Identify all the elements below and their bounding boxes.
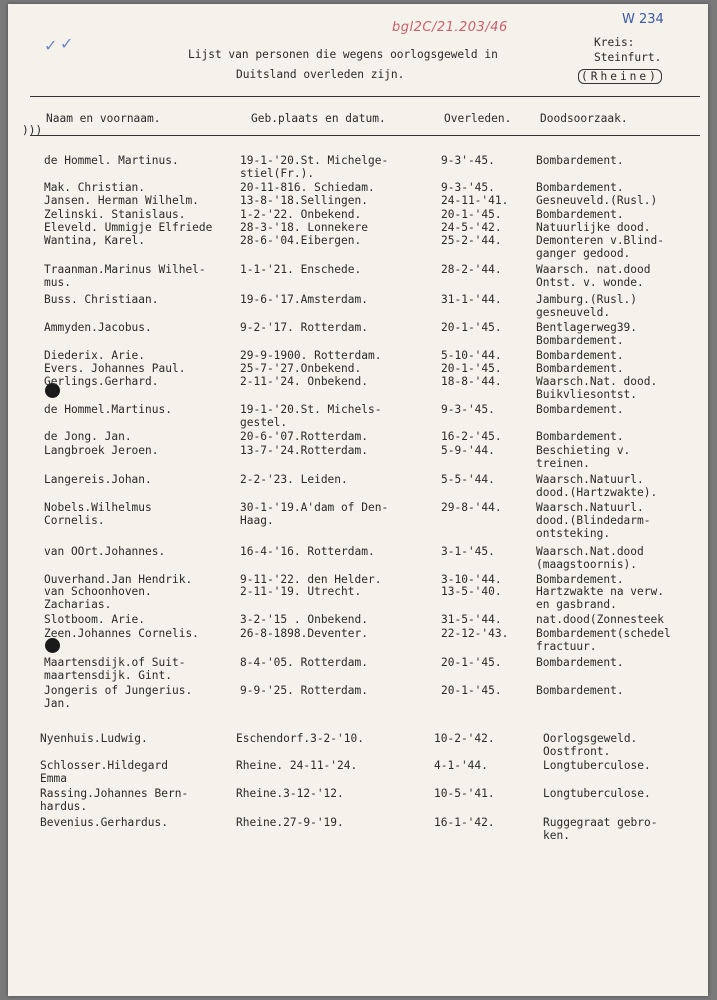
header-rule-bottom xyxy=(30,135,700,136)
cell-birth: 30-1-'19.A'dam of Den- Haag. xyxy=(240,501,389,527)
cell-name: Maartensdijk.of Suit- maartensdijk. Gint. xyxy=(44,656,186,682)
cell-birth: Eschendorf.3-2-'10. xyxy=(236,732,364,745)
cell-birth: 2-11-'19. Utrecht. xyxy=(240,585,362,598)
kreis-value: Steinfurt. xyxy=(594,51,662,64)
cell-birth: 20-6-'07.Rotterdam. xyxy=(240,430,368,443)
cell-died: 31-5-'44. xyxy=(441,613,502,626)
cell-birth: 26-8-1898.Deventer. xyxy=(240,627,368,640)
cell-died: 24-5-'42. xyxy=(441,221,502,234)
cell-died: 4-1-'44. xyxy=(434,759,488,772)
cell-died: 5-9-'44. xyxy=(441,444,495,457)
cell-died: 25-2-'44. xyxy=(441,234,502,247)
cell-cause: Bombardement. xyxy=(536,684,624,697)
cell-name: Mak. Christian. xyxy=(44,181,146,194)
check-mark-icon: ✓ xyxy=(60,34,74,53)
cell-name: Buss. Christiaan. xyxy=(44,293,159,306)
cell-birth: Rheine.3-12-'12. xyxy=(236,787,344,800)
cell-name: Rassing.Johannes Bern- hardus. xyxy=(40,787,189,813)
cell-birth: 1-2-'22. Onbekend. xyxy=(240,208,362,221)
cell-birth: 16-4-'16. Rotterdam. xyxy=(240,545,375,558)
col-birth-header: Geb.plaats en datum. xyxy=(251,112,386,125)
cell-died: 24-11-'41. xyxy=(441,194,509,207)
cell-cause: Longtuberculose. xyxy=(543,759,651,772)
cell-name: Evers. Johannes Paul. xyxy=(44,362,186,375)
col-died-header: Overleden. xyxy=(444,112,512,125)
cell-cause: Beschieting v. treinen. xyxy=(536,444,631,470)
cell-name: Slotboom. Arie. xyxy=(44,613,146,626)
cell-cause: Bombardement. xyxy=(536,154,624,167)
cell-died: 28-2-'44. xyxy=(441,263,502,276)
cell-cause: Bombardement. xyxy=(536,573,624,586)
cell-cause: Bentlagerweg39. Bombardement. xyxy=(536,321,638,347)
cell-died: 13-5-'40. xyxy=(441,585,502,598)
cell-birth: 8-4-'05. Rotterdam. xyxy=(240,656,368,669)
cell-name: Bevenius.Gerhardus. xyxy=(40,816,168,829)
cell-cause: Longtuberculose. xyxy=(543,787,651,800)
cell-birth: 28-6-'04.Eibergen. xyxy=(240,234,362,247)
cell-birth: 1-1-'21. Enschede. xyxy=(240,263,362,276)
cell-cause: Oorlogsgeweld. Oostfront. xyxy=(543,732,638,758)
cell-name: van OOrt.Johannes. xyxy=(44,545,166,558)
cell-name: Traanman.Marinus Wilhel- mus. xyxy=(44,263,206,289)
margin-mark: ))) xyxy=(22,124,43,137)
cell-name: Gerlings.Gerhard. xyxy=(44,375,159,388)
cell-name: Langbroek Jeroen. xyxy=(44,444,159,457)
cell-birth: 29-9-1900. Rotterdam. xyxy=(240,349,382,362)
title-line-1: Lijst van personen die wegens oorlogsgeweld in xyxy=(188,48,498,61)
cell-birth: 9-11-'22. den Helder. xyxy=(240,573,382,586)
cell-cause: Bombardement. xyxy=(536,349,624,362)
cell-name: Nyenhuis.Ludwig. xyxy=(40,732,148,745)
cell-name: Eleveld. Ummigje Elfriede xyxy=(44,221,213,234)
cell-died: 9-3-'45. xyxy=(441,403,495,416)
cell-died: 16-2-'45. xyxy=(441,430,502,443)
cell-name: Diederix. Arie. xyxy=(44,349,146,362)
cell-cause: Demonteren v.Blind- ganger gedood. xyxy=(536,234,664,260)
cell-cause: Bombardement. xyxy=(536,656,624,669)
cell-name: Schlosser.Hildegard Emma xyxy=(40,759,168,785)
cell-cause: Waarsch.Nat. dood. Buikvliesontst. xyxy=(536,375,658,401)
cell-name: van Schoonhoven. Zacharias. xyxy=(44,585,152,611)
cell-name: Jansen. Herman Wilhelm. xyxy=(44,194,199,207)
cell-cause: Gesneuveld.(Rusl.) xyxy=(536,194,658,207)
cell-name: Ammyden.Jacobus. xyxy=(44,321,152,334)
check-mark-icon: ✓ xyxy=(44,36,58,55)
cell-birth: 9-2-'17. Rotterdam. xyxy=(240,321,368,334)
col-cause-header: Doodsoorzaak. xyxy=(540,112,628,125)
cell-name: de Jong. Jan. xyxy=(44,430,132,443)
cell-died: 31-1-'44. xyxy=(441,293,502,306)
cell-birth: 13-8-'18.Sellingen. xyxy=(240,194,368,207)
cell-cause: nat.dood(Zonnesteek xyxy=(536,613,664,626)
cell-name: Zelinski. Stanislaus. xyxy=(44,208,186,221)
cell-name: Ouverhand.Jan Hendrik. xyxy=(44,573,193,586)
rheine-label: (Rheine) xyxy=(578,69,662,84)
cell-died: 10-5-'41. xyxy=(434,787,495,800)
cell-birth: 19-6-'17.Amsterdam. xyxy=(240,293,368,306)
handwritten-reference: bgl2C/21.203/46 xyxy=(392,20,508,35)
cell-cause: Bombardement. xyxy=(536,362,624,375)
cell-died: 9-3-'45. xyxy=(441,181,495,194)
cell-name: Wantina, Karel. xyxy=(44,234,146,247)
cell-cause: Bombardement. xyxy=(536,208,624,221)
cell-name: Langereis.Johan. xyxy=(44,473,152,486)
cell-birth: Rheine.27-9-'19. xyxy=(236,816,344,829)
cell-birth: 2-11-'24. Onbekend. xyxy=(240,375,368,388)
cell-cause: Ruggegraat gebro- ken. xyxy=(543,816,658,842)
cell-birth: 25-7-'27.Onbekend. xyxy=(240,362,362,375)
cell-cause: Waarsch.Natuurl. dood.(Hartzwakte). xyxy=(536,473,658,499)
corner-reference: W 234 xyxy=(622,12,664,27)
cell-cause: Waarsch.Nat.dood (maagstoornis). xyxy=(536,545,644,571)
cell-died: 22-12-'43. xyxy=(441,627,509,640)
cell-died: 3-1-'45. xyxy=(441,545,495,558)
cell-died: 3-10-'44. xyxy=(441,573,502,586)
cell-died: 10-2-'42. xyxy=(434,732,495,745)
cell-died: 29-8-'44. xyxy=(441,501,502,514)
cell-birth: 13-7-'24.Rotterdam. xyxy=(240,444,368,457)
cell-name: Jongeris of Jungerius. Jan. xyxy=(44,684,193,710)
cell-died: 20-1-'45. xyxy=(441,208,502,221)
cell-birth: Rheine. 24-11-'24. xyxy=(236,759,358,772)
cell-birth: 19-1-'20.St. Michelge- stiel(Fr.). xyxy=(240,154,389,180)
cell-died: 20-1-'45. xyxy=(441,656,502,669)
kreis-label: Kreis: xyxy=(594,36,635,49)
cell-died: 20-1-'45. xyxy=(441,321,502,334)
cell-cause: Hartzwakte na verw. en gasbrand. xyxy=(536,585,664,611)
cell-died: 9-3'-45. xyxy=(441,154,495,167)
cell-died: 20-1-'45. xyxy=(441,362,502,375)
cell-cause: Waarsch.Natuurl. dood.(Blindedarm- ontsteking. xyxy=(536,501,651,540)
cell-birth: 3-2-'15 . Onbekend. xyxy=(240,613,368,626)
cell-died: 20-1-'45. xyxy=(441,684,502,697)
cell-cause: Waarsch. nat.dood Ontst. v. wonde. xyxy=(536,263,651,289)
header-rule-top xyxy=(30,96,700,97)
document-page xyxy=(8,4,708,996)
cell-birth: 2-2-'23. Leiden. xyxy=(240,473,348,486)
cell-died: 18-8-'44. xyxy=(441,375,502,388)
cell-cause: Natuurlijke dood. xyxy=(536,221,651,234)
cell-died: 5-5-'44. xyxy=(441,473,495,486)
cell-name: Zeen.Johannes Cornelis. xyxy=(44,627,199,640)
cell-name: Nobels.Wilhelmus Cornelis. xyxy=(44,501,152,527)
cell-birth: 20-11-816. Schiedam. xyxy=(240,181,375,194)
cell-cause: Bombardement. xyxy=(536,181,624,194)
punch-hole xyxy=(45,638,60,653)
title-line-2: Duitsland overleden zijn. xyxy=(236,68,405,81)
cell-birth: 28-3-'18. Lonnekere xyxy=(240,221,368,234)
cell-birth: 9-9-'25. Rotterdam. xyxy=(240,684,368,697)
cell-died: 16-1-'42. xyxy=(434,816,495,829)
col-name-header: Naam en voornaam. xyxy=(46,112,161,125)
cell-cause: Bombardement(schedel fractuur. xyxy=(536,627,671,653)
cell-cause: Jamburg.(Rusl.) gesneuveld. xyxy=(536,293,638,319)
cell-name: de Hommel. Martinus. xyxy=(44,154,179,167)
cell-name: de Hommel.Martinus. xyxy=(44,403,172,416)
cell-died: 5-10-'44. xyxy=(441,349,502,362)
cell-birth: 19-1-'20.St. Michels- gestel. xyxy=(240,403,382,429)
cell-cause: Bombardement. xyxy=(536,403,624,416)
cell-cause: Bombardement. xyxy=(536,430,624,443)
